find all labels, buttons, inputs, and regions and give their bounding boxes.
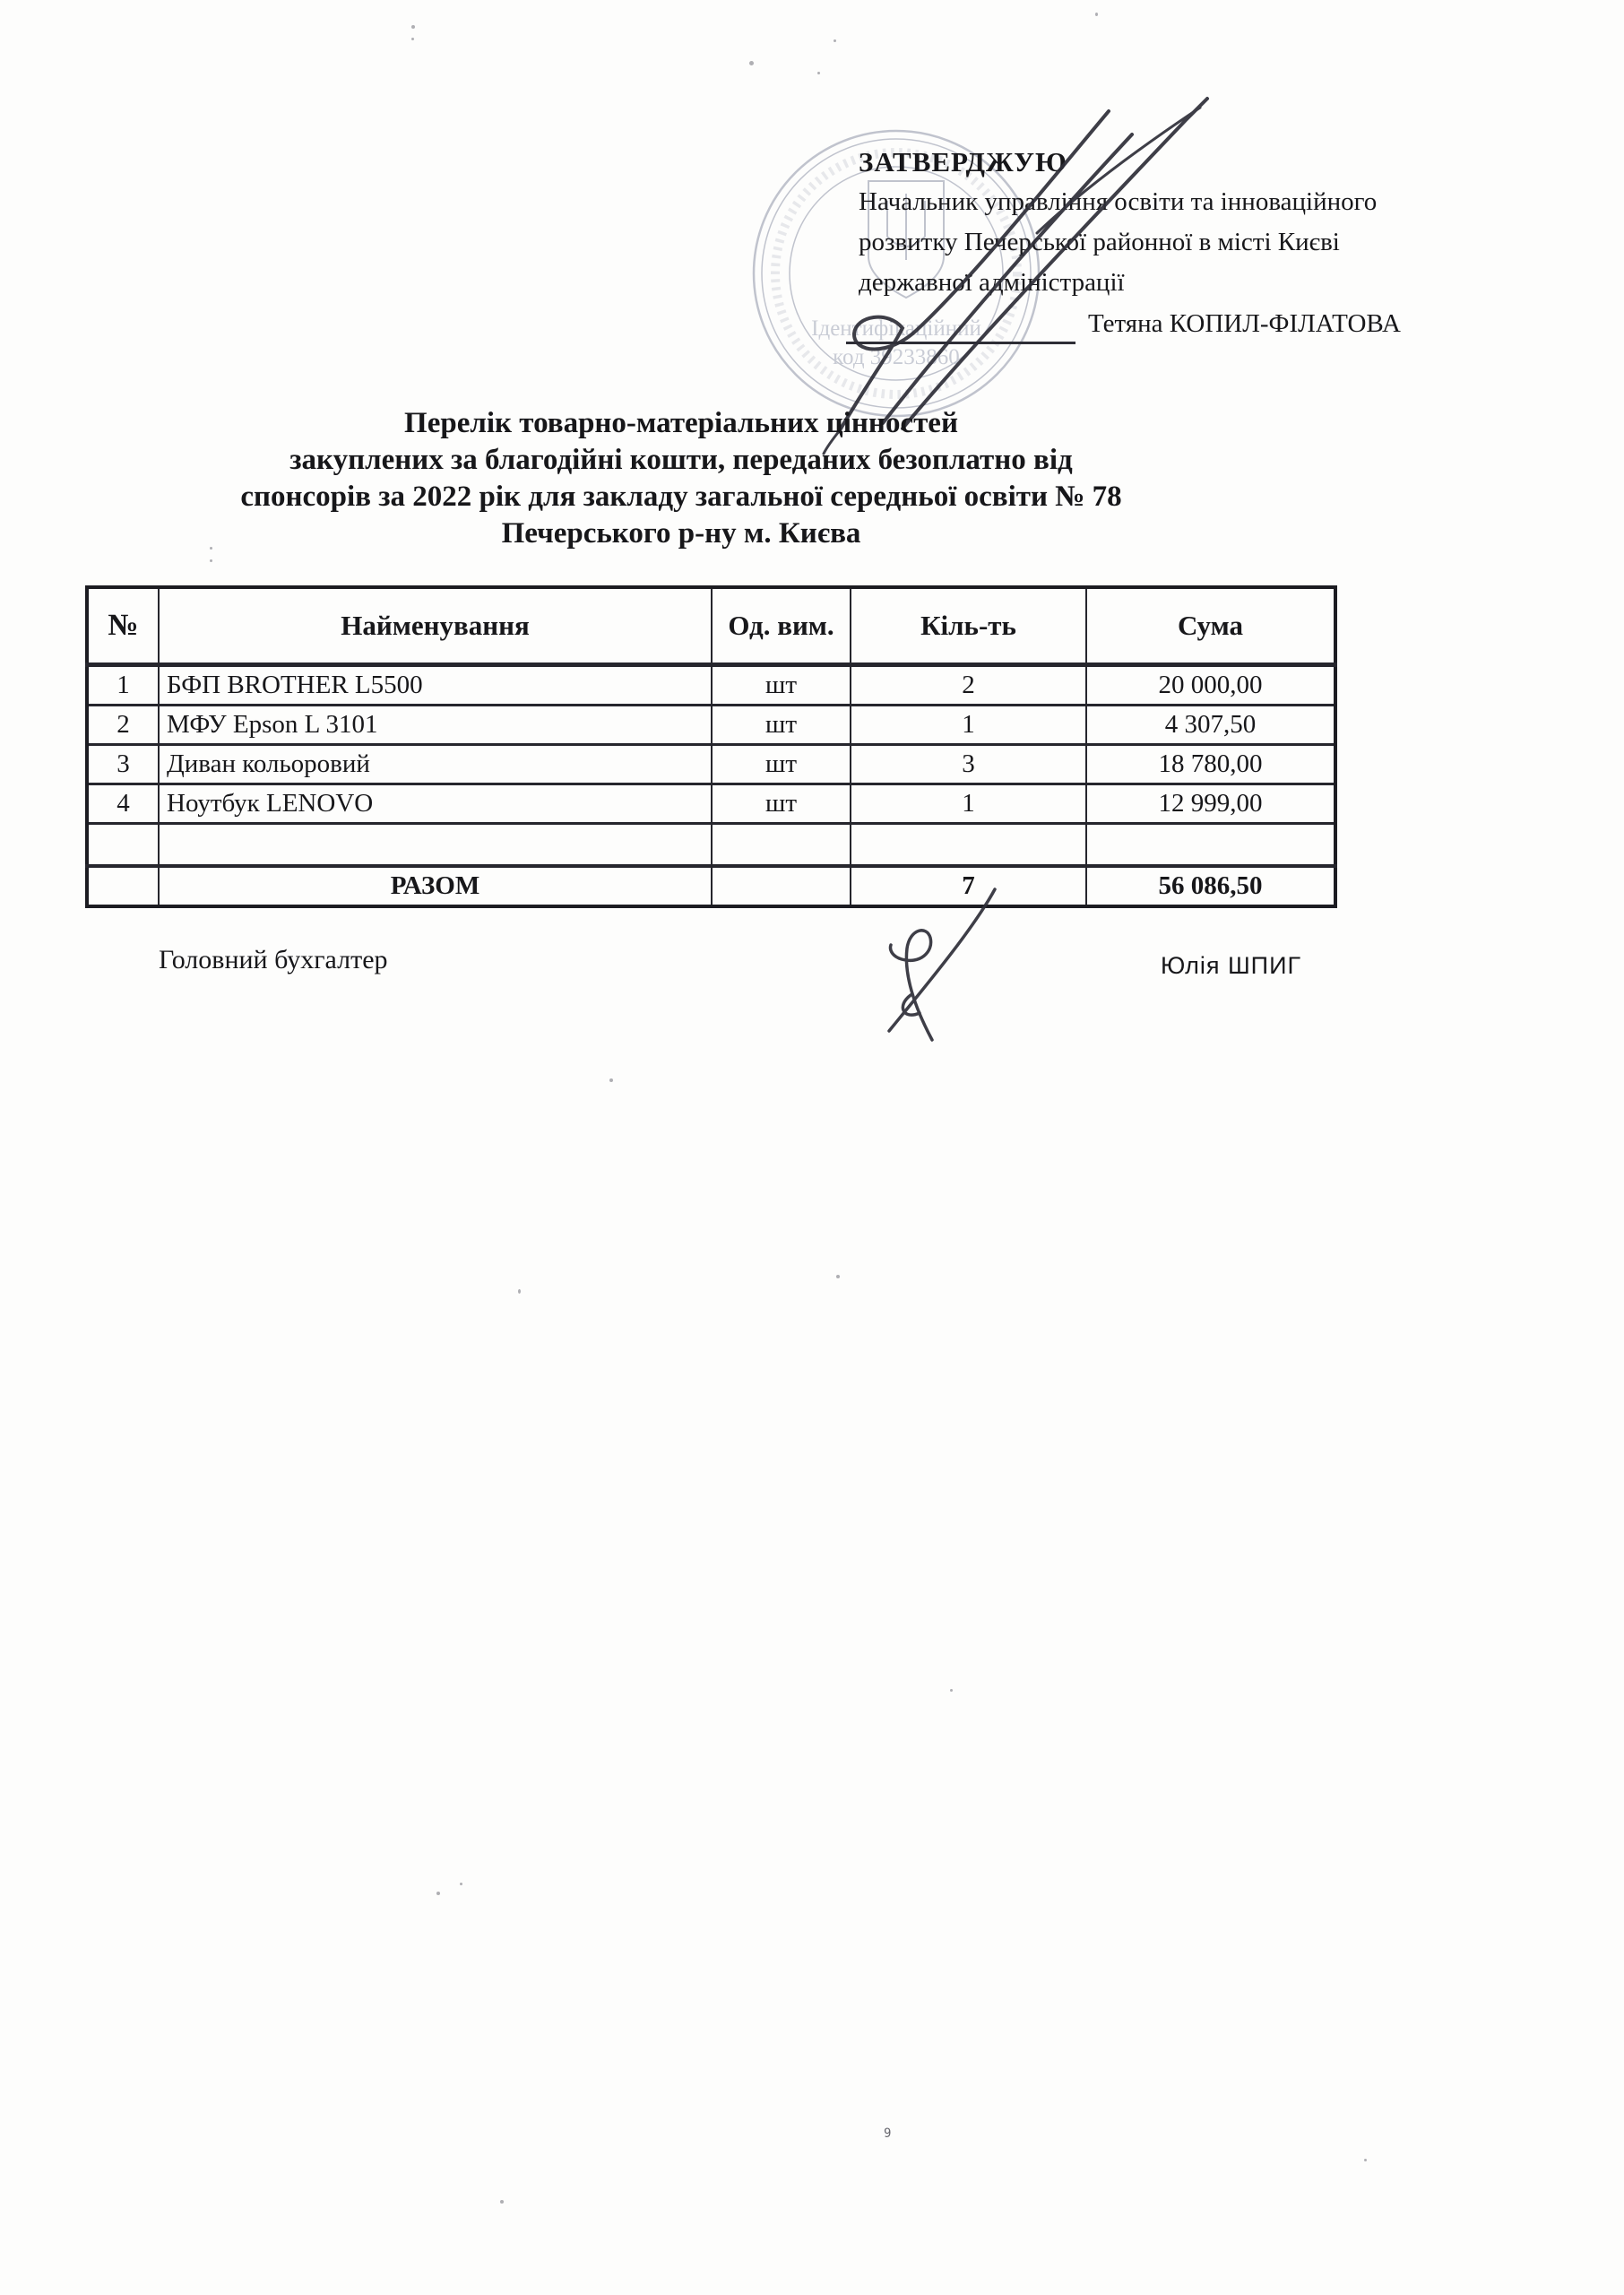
scan-speck	[460, 1883, 462, 1885]
total-label: РАЗОМ	[159, 866, 712, 906]
cell-quantity: 3	[851, 745, 1086, 784]
cell-sum: 12 999,00	[1086, 784, 1335, 824]
stamp-id-line2: код 39233860	[833, 345, 960, 369]
title-line-2: закуплених за благодійні кошти, переданих безоплатно від	[289, 444, 1073, 476]
approval-line-3: державної адміністрації	[859, 268, 1125, 297]
title-line-4: Печерського р-ну м. Києва	[501, 517, 861, 550]
col-header-unit: Од. вим.	[712, 587, 851, 665]
accountant-position-label: Головний бухгалтер	[159, 945, 388, 974]
title-line-3: спонсорів за 2022 рік для закладу загальної середньої освіти № 78	[240, 481, 1122, 513]
col-header-number: №	[87, 587, 159, 665]
scan-speck	[836, 1275, 840, 1278]
scan-speck	[210, 547, 212, 550]
cell-quantity: 1	[851, 706, 1086, 745]
cell-quantity: 1	[851, 784, 1086, 824]
table-empty-row	[87, 824, 1335, 867]
approval-label: ЗАТВЕРДЖУЮ	[859, 146, 1067, 178]
cell-unit: шт	[712, 706, 851, 745]
cell-sum: 18 780,00	[1086, 745, 1335, 784]
table-row	[87, 745, 1335, 784]
total-sum: 56 086,50	[1086, 866, 1335, 906]
cell-number: 1	[87, 665, 159, 706]
scan-speck	[436, 1892, 440, 1895]
scan-artifact-mark: 9	[884, 2126, 892, 2141]
scan-speck	[210, 559, 212, 562]
cell-unit: шт	[712, 745, 851, 784]
scan-speck	[1095, 13, 1098, 16]
scan-speck	[411, 38, 414, 40]
approver-name: Тетяна КОПИЛ-ФІЛАТОВА	[1088, 309, 1401, 338]
document-title	[54, 405, 1309, 552]
table-row	[87, 706, 1335, 745]
col-header-sum: Сума	[1086, 587, 1335, 665]
col-header-name: Найменування	[159, 587, 712, 665]
cell-number: 3	[87, 745, 159, 784]
cell-quantity: 2	[851, 665, 1086, 706]
total-quantity: 7	[851, 866, 1086, 906]
approval-line-2: розвитку Печерської районної в місті Києві	[859, 228, 1340, 256]
cell-name: Ноутбук LENOVO	[159, 784, 712, 824]
cell-name: Диван кольоровий	[159, 745, 712, 784]
title-line-1: Перелік товарно-матеріальних цінностей	[404, 407, 958, 439]
accountant-handwritten-signature	[832, 879, 1056, 1049]
approval-handwritten-signature	[802, 65, 1232, 459]
table-total-row	[87, 866, 1335, 906]
cell-name: МФУ Epson L 3101	[159, 706, 712, 745]
items-table	[85, 585, 1337, 908]
scan-speck	[834, 39, 836, 42]
cell-sum: 4 307,50	[1086, 706, 1335, 745]
approval-line-1: Начальник управління освіти та інноваційного	[859, 187, 1378, 216]
table-header-row	[87, 587, 1335, 665]
table-row	[87, 665, 1335, 706]
scan-speck	[609, 1078, 613, 1082]
stamp-id-line1: Ідентифікаційний	[811, 316, 981, 341]
cell-unit: шт	[712, 665, 851, 706]
accountant-name: Юлія ШПИГ	[1161, 952, 1302, 979]
scan-speck	[518, 1289, 521, 1294]
scan-speck	[817, 72, 820, 74]
scan-speck	[950, 1689, 953, 1692]
scan-speck	[1364, 2159, 1367, 2161]
scan-speck	[749, 61, 754, 65]
cell-number: 2	[87, 706, 159, 745]
cell-unit: шт	[712, 784, 851, 824]
scan-speck	[500, 2200, 504, 2204]
table-row	[87, 784, 1335, 824]
cell-sum: 20 000,00	[1086, 665, 1335, 706]
col-header-quantity: Кіль-ть	[851, 587, 1086, 665]
cell-name: БФП BROTHER L5500	[159, 665, 712, 706]
scan-speck	[411, 25, 415, 29]
cell-number: 4	[87, 784, 159, 824]
